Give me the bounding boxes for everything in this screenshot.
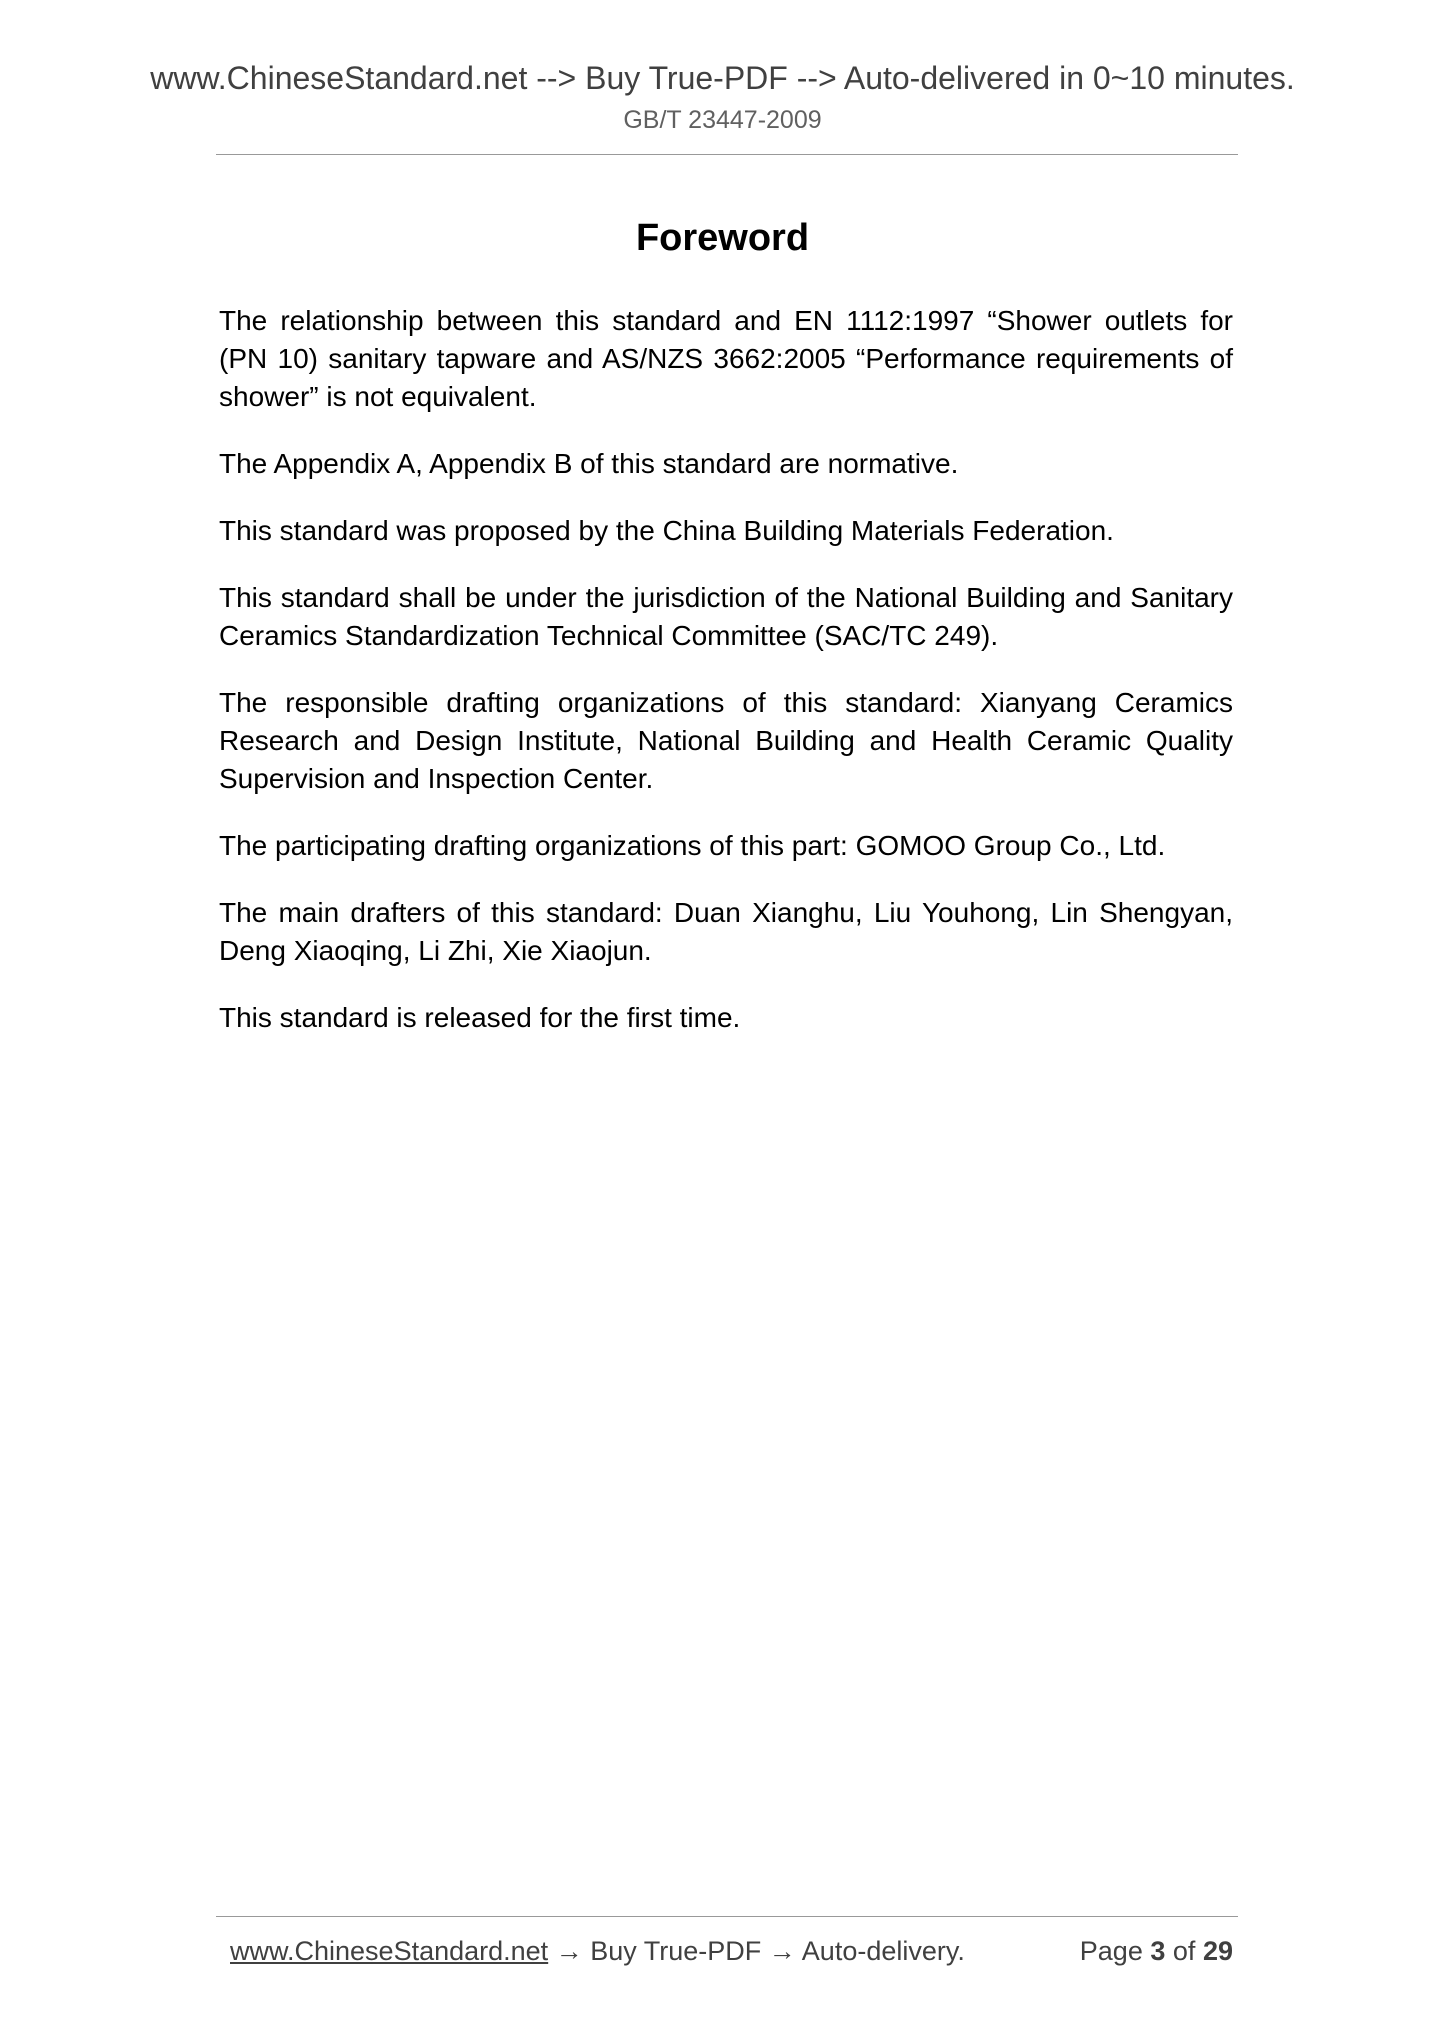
standard-id: GB/T 23447-2009: [623, 106, 822, 134]
paragraph-main-drafters: The main drafters of this standard: Duan Xianghu, Liu Youhong, Lin Shengyan, Deng Xiaoqing, Li Zhi, Xie Xiaojun.: [219, 897, 1233, 966]
footer-links: [230, 1932, 965, 1970]
paragraph-responsible-drafters: The responsible drafting organizations of this standard: Xianyang Ceramics Research and Design Institute, National Building and Health Ceramic Quality Supervision and Inspection Center.: [219, 687, 1233, 794]
page-footer: [230, 1932, 1233, 1972]
foreword-body: [219, 302, 1233, 1066]
paragraph-appendix: The Appendix A, Appendix B of this standard are normative.: [219, 448, 959, 479]
website-link[interactable]: www.ChineseStandard.net: [230, 1936, 549, 1966]
header-divider: [216, 154, 1238, 155]
paragraph-participating-drafters: The participating drafting organizations of this part: GOMOO Group Co., Ltd.: [219, 830, 1166, 861]
page-total: 29: [1202, 1936, 1233, 1966]
footer-divider: [216, 1916, 1238, 1917]
arrow-right-icon: →: [555, 1936, 583, 1966]
arrow-right-icon: →: [768, 1936, 796, 1966]
paragraph-first-release: This standard is released for the first time.: [219, 1002, 741, 1033]
header-banner: www.ChineseStandard.net --> Buy True-PDF --> Auto-delivered in 0~10 minutes.: [150, 60, 1295, 96]
paragraph-jurisdiction: This standard shall be under the jurisdiction of the National Building and Sanitary Ceramics Standardization Technical Committee (SAC/TC 249).: [219, 582, 1233, 651]
page-title: Foreword: [635, 217, 810, 259]
auto-delivery-text: Auto-delivery.: [801, 1936, 965, 1966]
paragraph-relationship: The relationship between this standard and EN 1112:1997 “Shower outlets for (PN 10) sanitary tapware and AS/NZS 3662:2005 “Performance requirements of shower” is not equivalent.: [219, 305, 1233, 412]
buy-pdf-text: Buy True-PDF: [590, 1936, 762, 1966]
paragraph-proposed-by: This standard was proposed by the China Building Materials Federation.: [219, 515, 1114, 546]
page-label: Page: [1079, 1936, 1143, 1966]
page-of: of: [1172, 1936, 1196, 1966]
page-number: [1080, 1932, 1233, 1970]
page-current: 3: [1150, 1936, 1166, 1966]
